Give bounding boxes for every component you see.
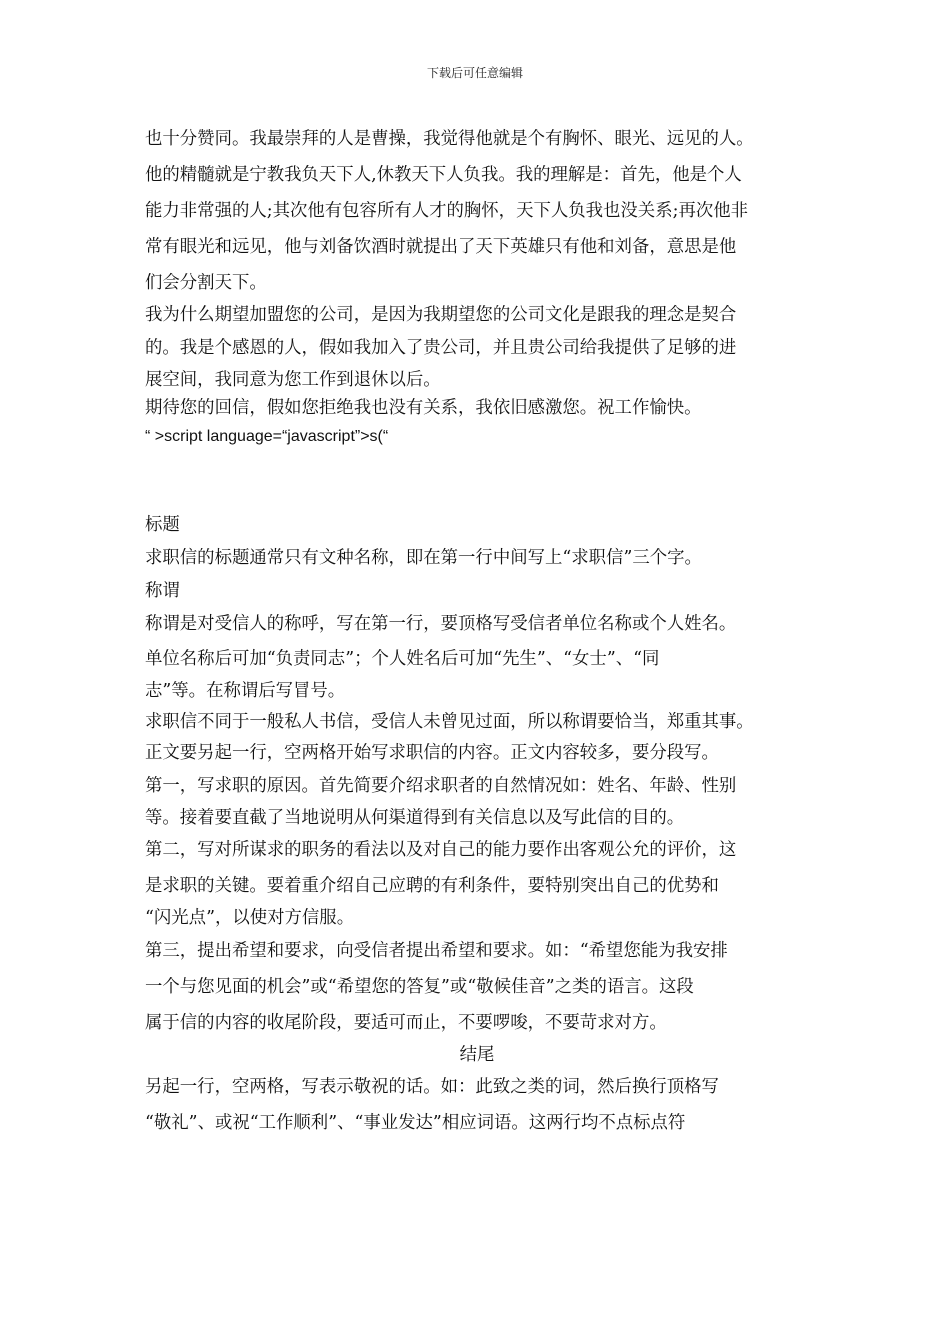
text-line: 第一，写求职的原因。首先简要介绍求职者的自然情况如：姓名、年龄、性别 [145,775,737,796]
text-line: 属于信的内容的收尾阶段，要适可而止，不要啰唆，不要苛求对方。 [145,1012,667,1033]
text-line: 常有眼光和远见，他与刘备饮酒时就提出了天下英雄只有他和刘备，意思是他 [145,237,737,257]
script-fragment-line: “ >script language=“javascript”>s(“ [145,427,389,445]
text-line: 另起一行，空两格，写表示敬祝的话。如：此致之类的词，然后换行顶格写 [145,1077,719,1098]
text-line: 正文要另起一行，空两格开始写求职信的内容。正文内容较多，要分段写。 [145,742,719,763]
document-body [145,121,809,1141]
text-line: “敬礼”、或祝“工作顺利”、“事业发达”相应词语。这两行均不点标点符 [145,1113,686,1134]
text-line: 第二，写对所谋求的职务的看法以及对自己的能力要作出客观公允的评价，这 [145,840,737,861]
section-heading-title: 标题 [145,515,180,536]
text-line: 求职信的标题通常只有文种名称，即在第一行中间写上“求职信”三个字。 [145,548,702,569]
text-line: 第三，提出希望和要求，向受信者提出希望和要求。如：“希望您能为我安排 [145,940,728,961]
text-line: 也十分赞同。我最崇拜的人是曹操，我觉得他就是个有胸怀、眼光、远见的人。 [145,129,754,149]
text-line: 的。我是个感恩的人，假如我加入了贵公司，并且贵公司给我提供了足够的进 [145,337,737,358]
page-header: 下载后可任意编辑 [426,66,523,80]
text-line: 一个与您见面的机会”或“希望您的答复”或“敬候佳音”之类的语言。这段 [145,976,694,997]
text-line: 我为什么期望加盟您的公司，是因为我期望您的公司文化是跟我的理念是契合 [145,305,737,325]
text-line: 称谓是对受信人的称呼，写在第一行，要顶格写受信者单位名称或个人姓名。 [145,614,737,635]
text-line: 能力非常强的人;其次他有包容所有人才的胸怀，天下人负我也没关系;再次他非 [145,201,749,221]
blank-line [145,451,809,509]
text-line: 是求职的关键。要着重介绍自己应聘的有利条件，要特别突出自己的优势和 [145,876,719,897]
section-heading-closing: 结尾 [459,1044,495,1065]
text-line: 求职信不同于一般私人书信，受信人未曾见过面，所以称谓要恰当，郑重其事。 [145,711,754,732]
section-heading-salutation: 称谓 [145,581,180,602]
text-line: 单位名称后可加“负责同志”；个人姓名后可加“先生”、“女士”、“同 [145,649,660,670]
text-line: “闪光点”，以使对方信服。 [145,908,355,929]
text-line: 展空间，我同意为您工作到退休以后。 [145,369,441,390]
text-line: 期待您的回信，假如您拒绝我也没有关系，我依旧感激您。祝工作愉快。 [145,398,702,419]
text-line: 们会分割天下。 [145,273,267,293]
text-line: 他的精髓就是宁教我负天下人,休教天下人负我。我的理解是：首先，他是个人 [145,165,742,185]
text-line: 等。接着要直截了当地说明从何渠道得到有关信息以及写此信的目的。 [145,807,685,828]
text-line: 志”等。在称谓后写冒号。 [145,681,346,702]
